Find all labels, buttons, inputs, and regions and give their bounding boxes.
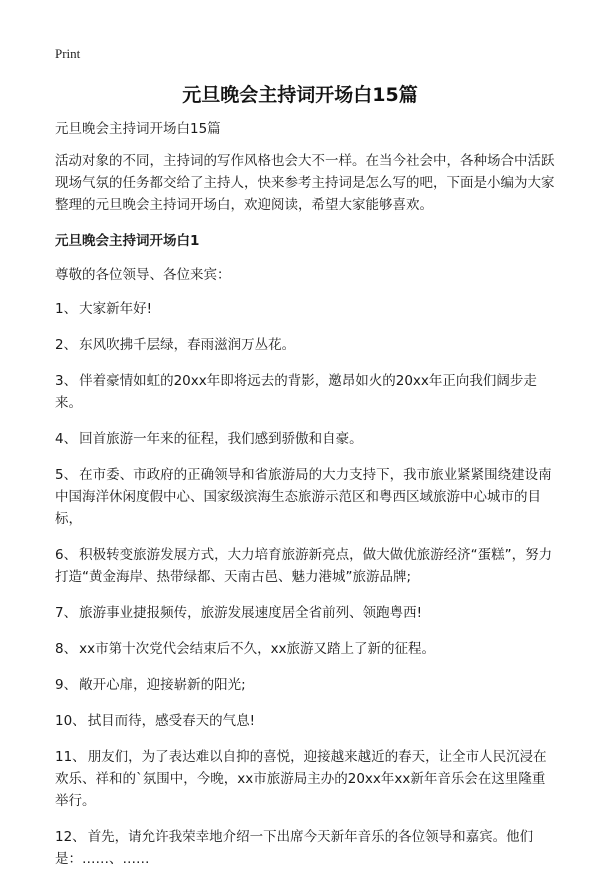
item-number: 4、	[55, 431, 78, 447]
intro-paragraph: 活动对象的不同，主持词的写作风格也会大不一样。在当今社会中，各种场合中活跃现场气氛的任务都交给了主持人，快来参考主持词是怎么写的吧，下面是小编为大家整理的元旦晚会主持词开场白，欢迎阅读，希望大家能够喜欢。	[55, 153, 555, 213]
item-number: 7、	[55, 605, 78, 621]
list-item	[55, 638, 555, 660]
page-title: 元旦晚会主持词开场白15篇	[182, 84, 418, 106]
item-number: 6、	[55, 547, 78, 563]
list-item	[55, 464, 555, 530]
article-body	[55, 118, 555, 884]
item-text: 东风吹拂千层绿，春雨滋润万丛花。	[79, 337, 296, 353]
item-text: xx市第十次党代会结束后不久，xx旅游又踏上了新的征程。	[79, 641, 436, 657]
list-item	[55, 544, 555, 588]
item-text: 回首旅游一年来的征程，我们感到骄傲和自豪。	[79, 431, 363, 447]
item-text: 敞开心扉，迎接崭新的阳光;	[79, 677, 246, 693]
list-item	[55, 674, 555, 696]
item-text: 拭目而待，感受春天的气息!	[87, 713, 256, 729]
list-item	[55, 334, 555, 356]
item-number: 5、	[55, 467, 78, 483]
list-item	[55, 746, 555, 812]
item-number: 3、	[55, 373, 78, 389]
item-number: 10、	[55, 713, 86, 729]
item-number: 2、	[55, 337, 78, 353]
subtitle: 元旦晚会主持词开场白15篇	[55, 121, 221, 137]
list-item	[55, 428, 555, 450]
item-number: 11、	[55, 749, 86, 765]
list-item	[55, 370, 555, 414]
item-text: 伴着豪情如虹的20xx年即将远去的背影，邀昂如火的20xx年正向我们阔步走来。	[55, 373, 537, 411]
item-text: 积极转变旅游发展方式，大力培育旅游新亮点，做大做优旅游经济“蛋糕”，努力打造“黄金海岸、热带绿都、天南古邑、魅力港城”旅游品牌;	[55, 547, 553, 585]
item-text: 大家新年好!	[79, 301, 153, 317]
item-number: 1、	[55, 301, 78, 317]
item-text: 首先，请允许我荣幸地介绍一下出席今天新年音乐的各位领导和嘉宾。他们是：……、……	[55, 829, 534, 867]
section-heading: 元旦晚会主持词开场白1	[55, 233, 200, 249]
item-text: 在市委、市政府的正确领导和省旅游局的大力支持下，我市旅业紧紧围绕建设南中国海洋休闲度假中心、国家级滨海生态旅游示范区和粤西区域旅游中心城市的目标，	[55, 467, 552, 527]
greeting-paragraph: 尊敬的各位领导、各位来宾：	[55, 267, 231, 283]
item-text: 旅游事业捷报频传，旅游发展速度居全省前列、领跑粤西!	[79, 605, 423, 621]
list-item	[55, 826, 555, 870]
list-item	[55, 710, 555, 732]
item-number: 9、	[55, 677, 78, 693]
item-number: 8、	[55, 641, 78, 657]
list-item	[55, 602, 555, 624]
print-link[interactable]: Print	[55, 46, 81, 61]
list-item	[55, 298, 555, 320]
item-number: 12、	[55, 829, 86, 845]
item-text: 朋友们，为了表达难以自抑的喜悦，迎接越来越近的春天，让全市人民沉浸在欢乐、祥和的`氛围中，今晚，xx市旅游局主办的20xx年xx新年音乐会在这里隆重举行。	[55, 749, 547, 809]
